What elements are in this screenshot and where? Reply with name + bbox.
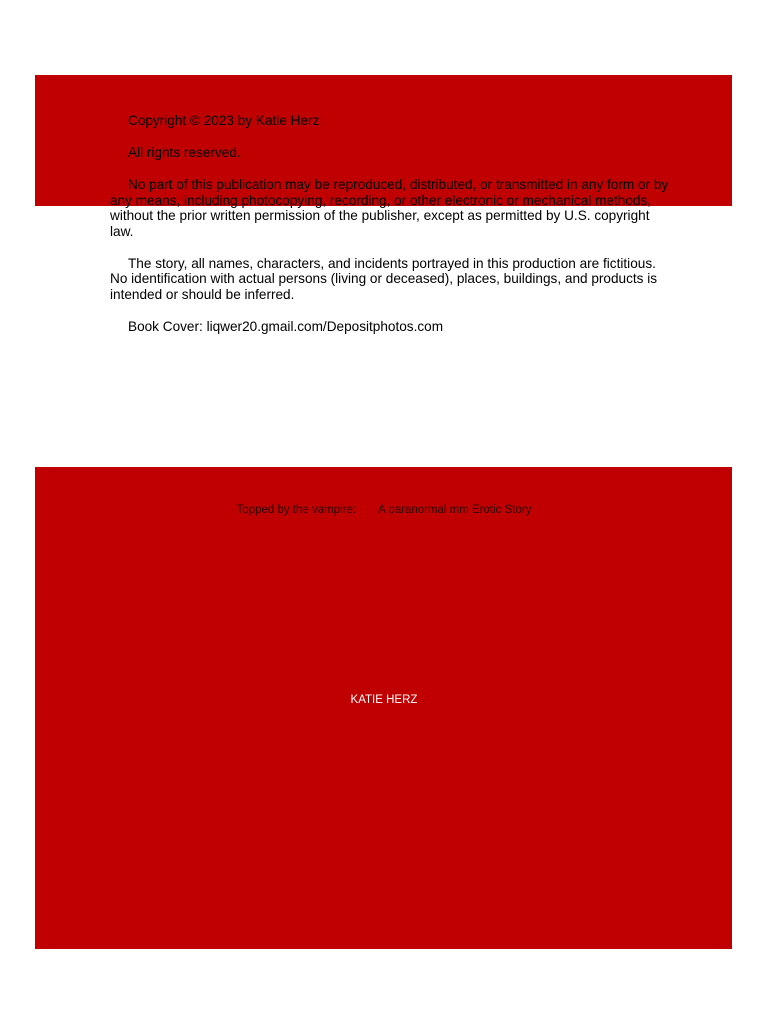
cover-subtitle: A paranormal mm Erotic Story <box>378 504 532 516</box>
cover-credit: Book Cover: liqwer20.gmail.com/Depositphotos.com <box>128 318 444 334</box>
fiction-disclaimer: The story, all names, characters, and incidents portrayed in this production are fictitious. No identification with actual persons (living or deceased), places, buildings, and products is intended or should be inferred. <box>110 255 658 302</box>
reproduction-notice: No part of this publication may be reproduced, distributed, or transmitted in any form or by any means, including photocopying, recording, or other electronic or mechanical methods, without the prior written permission of the publisher, except as permitted by U.S. copyright law. <box>110 177 669 239</box>
cover-author: KATIE HERZ <box>350 694 418 706</box>
cover-title: Topped by the vampire: <box>236 504 357 516</box>
cover-title-line <box>0 504 768 516</box>
cover-red-panel <box>35 467 732 949</box>
copyright-section <box>110 113 670 351</box>
rights-reserved-line: All rights reserved. <box>128 145 241 160</box>
copyright-line: Copyright © 2023 by Katie Herz <box>128 113 320 128</box>
